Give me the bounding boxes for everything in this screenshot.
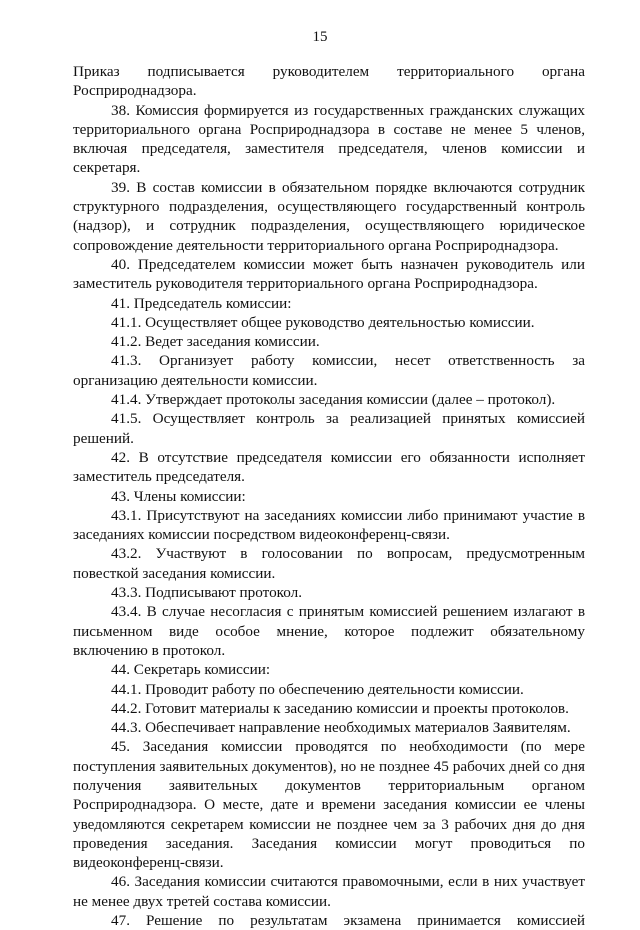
paragraph: 46. Заседания комиссии считаются правомочными, если в них участвует не менее двух третей состава комиссии. xyxy=(73,873,585,910)
document-body xyxy=(73,62,585,930)
paragraph: 43.2. Участвуют в голосовании по вопросам, предусмотренным повесткой заседания комиссии. xyxy=(73,545,585,582)
paragraph: 42. В отсутствие председателя комиссии его обязанности исполняет заместитель председателя. xyxy=(73,448,585,486)
paragraph: 43.3. Подписывают протокол. xyxy=(111,584,303,602)
paragraph: 45. Заседания комиссии проводятся по необходимости (по мере поступления заявительных документов), но не позднее 45 рабочих дней со дня получения заявительных документов территориальным органом Росприроднадзора. О месте, дате и времени заседания комиссии ее члены уведомляются секретарем комиссии не позднее чем за 3 рабочих дня до дня проведения заседания. Заседания комиссии могут проводиться по видеоконференц-связи. xyxy=(73,738,585,872)
page-number: 15 xyxy=(312,29,328,45)
paragraph: 44.1. Проводит работу по обеспечению деятельности комиссии. xyxy=(111,680,524,698)
paragraph: 40. Председателем комиссии может быть назначен руководитель или заместитель руководителя территориального органа Росприроднадзора. xyxy=(73,255,585,293)
paragraph: 41.3. Организует работу комиссии, несет ответственность за организацию деятельности комиссии. xyxy=(73,352,585,389)
paragraph: 41.4. Утверждает протоколы заседания комиссии (далее – протокол). xyxy=(111,391,556,409)
paragraph: 41.1. Осуществляет общее руководство деятельностью комиссии. xyxy=(111,313,535,331)
paragraph: 47. Решение по результатам экзамена принимается комиссией xyxy=(111,912,585,930)
paragraph: 38. Комиссия формируется из государственных гражданских служащих территориального органа Росприроднадзора в составе не менее 5 членов, включая председателя, заместителя председателя, членов комиссии и секретаря. xyxy=(73,101,585,177)
paragraph: 44.3. Обеспечивает направление необходимых материалов Заявителям. xyxy=(111,719,571,737)
paragraph: 44. Секретарь комиссии: xyxy=(111,661,271,679)
paragraph: 39. В состав комиссии в обязательном порядке включаются сотрудник структурного подразделения, осуществляющего государственный контроль (надзор), и сотрудник подразделения, осуществляющего юридическое сопровождение деятельности территориального органа Росприроднадзора. xyxy=(73,178,585,254)
paragraph: 41.2. Ведет заседания комиссии. xyxy=(111,333,320,351)
paragraph: 43. Члены комиссии: xyxy=(111,487,246,505)
paragraph: 43.4. В случае несогласия с принятым комиссией решением излагают в письменном виде особое мнение, которое подлежит обязательному включению в протокол. xyxy=(73,603,585,659)
paragraph: 41. Председатель комиссии: xyxy=(111,294,292,312)
paragraph: Приказ подписывается руководителем территориального органа Росприроднадзора. xyxy=(73,63,585,100)
paragraph: 43.1. Присутствуют на заседаниях комиссии либо принимают участие в заседаниях комиссии посредством видеоконференц-связи. xyxy=(73,506,585,544)
paragraph: 44.2. Готовит материалы к заседанию комиссии и проекты протоколов. xyxy=(111,699,569,717)
paragraph: 41.5. Осуществляет контроль за реализацией принятых комиссией решений. xyxy=(73,410,585,447)
